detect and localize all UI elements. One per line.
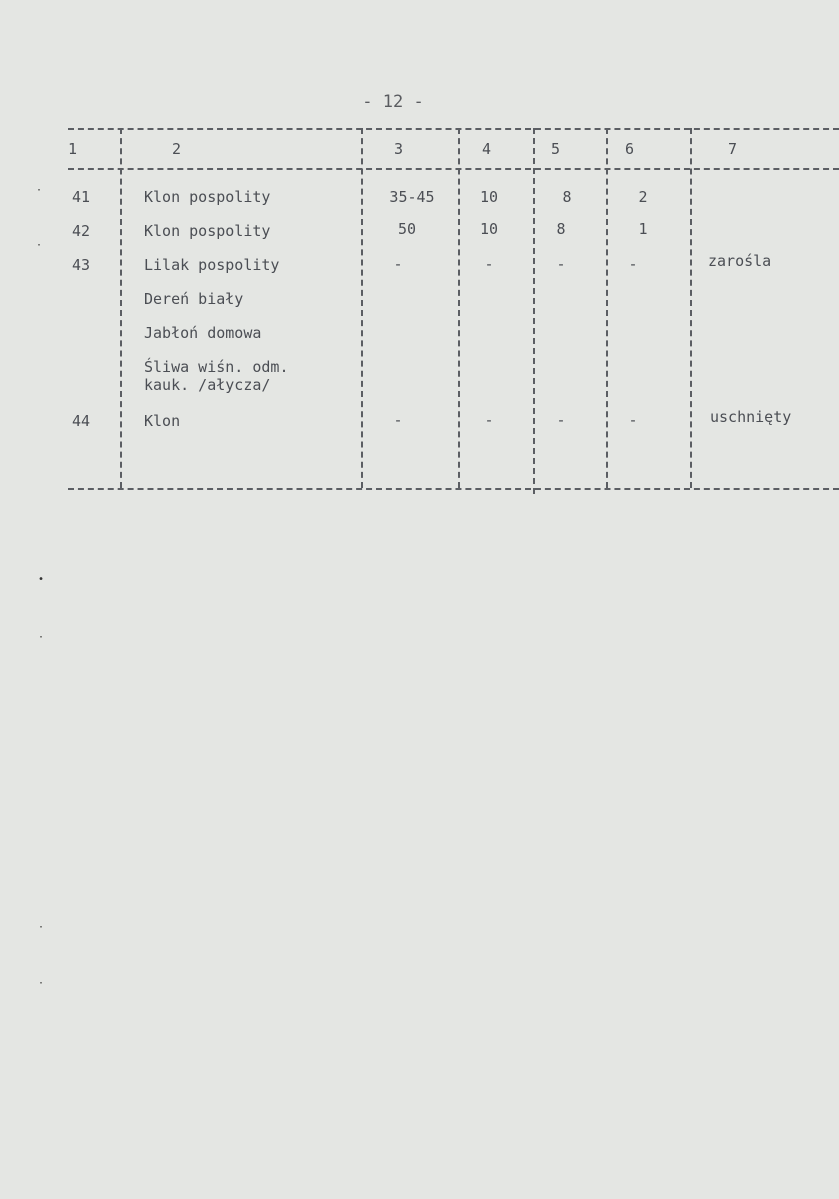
- cell-col3: 50: [397, 220, 417, 238]
- column-header-1: 1: [68, 140, 78, 158]
- cell-col5: 8: [562, 188, 572, 206]
- species-name: Dereń biały: [144, 290, 244, 308]
- column-divider: [606, 128, 608, 488]
- margin-speck: ·: [38, 978, 45, 989]
- column-divider: [690, 128, 692, 488]
- row-number: 43: [72, 256, 91, 274]
- margin-speck: ·: [38, 922, 45, 933]
- remark: uschnięty: [710, 408, 792, 426]
- column-header-2: 2: [172, 140, 182, 158]
- column-header-4: 4: [482, 140, 492, 158]
- page-number: - 12 -: [362, 92, 424, 112]
- cell-col3: -: [393, 411, 403, 429]
- margin-speck: •: [38, 574, 45, 585]
- species-name: Śliwa wiśn. odm.: [144, 358, 289, 376]
- cell-col5: 8: [556, 220, 566, 238]
- remark: zarośla: [708, 252, 772, 270]
- column-divider: [458, 128, 460, 488]
- column-header-7: 7: [728, 140, 738, 158]
- margin-speck: ·: [38, 632, 45, 643]
- cell-col6: -: [628, 255, 638, 273]
- species-name: Klon pospolity: [144, 222, 271, 240]
- cell-col5: -: [556, 411, 566, 429]
- column-header-6: 6: [625, 140, 635, 158]
- species-name: Klon pospolity: [144, 188, 271, 206]
- column-divider: [361, 128, 363, 488]
- species-name: Klon: [144, 412, 181, 430]
- cell-col6: 1: [638, 220, 648, 238]
- margin-speck: ·: [36, 240, 43, 251]
- cell-col4: -: [484, 255, 494, 273]
- column-divider: [533, 128, 535, 494]
- cell-col3: -: [393, 255, 403, 273]
- cell-col6: -: [628, 411, 638, 429]
- species-name-continued: kauk. /ałycza/: [144, 376, 271, 394]
- margin-speck: ·: [36, 185, 43, 196]
- cell-col5: -: [556, 255, 566, 273]
- table-bottom-rule: [68, 488, 839, 490]
- column-divider: [120, 128, 122, 488]
- cell-col4: 10: [479, 220, 499, 238]
- row-number: 41: [72, 188, 91, 206]
- table-top-rule: [68, 128, 839, 130]
- cell-col4: 10: [479, 188, 499, 206]
- row-number: 42: [72, 222, 91, 240]
- cell-col3: 35-45: [389, 188, 435, 206]
- column-header-3: 3: [394, 140, 404, 158]
- species-name: Jabłoń domowa: [144, 324, 262, 342]
- species-name: Lilak pospolity: [144, 256, 280, 274]
- header-bottom-rule: [68, 168, 839, 170]
- species-table: [68, 128, 839, 492]
- cell-col6: 2: [638, 188, 648, 206]
- column-header-5: 5: [551, 140, 561, 158]
- cell-col4: -: [484, 411, 494, 429]
- row-number: 44: [72, 412, 91, 430]
